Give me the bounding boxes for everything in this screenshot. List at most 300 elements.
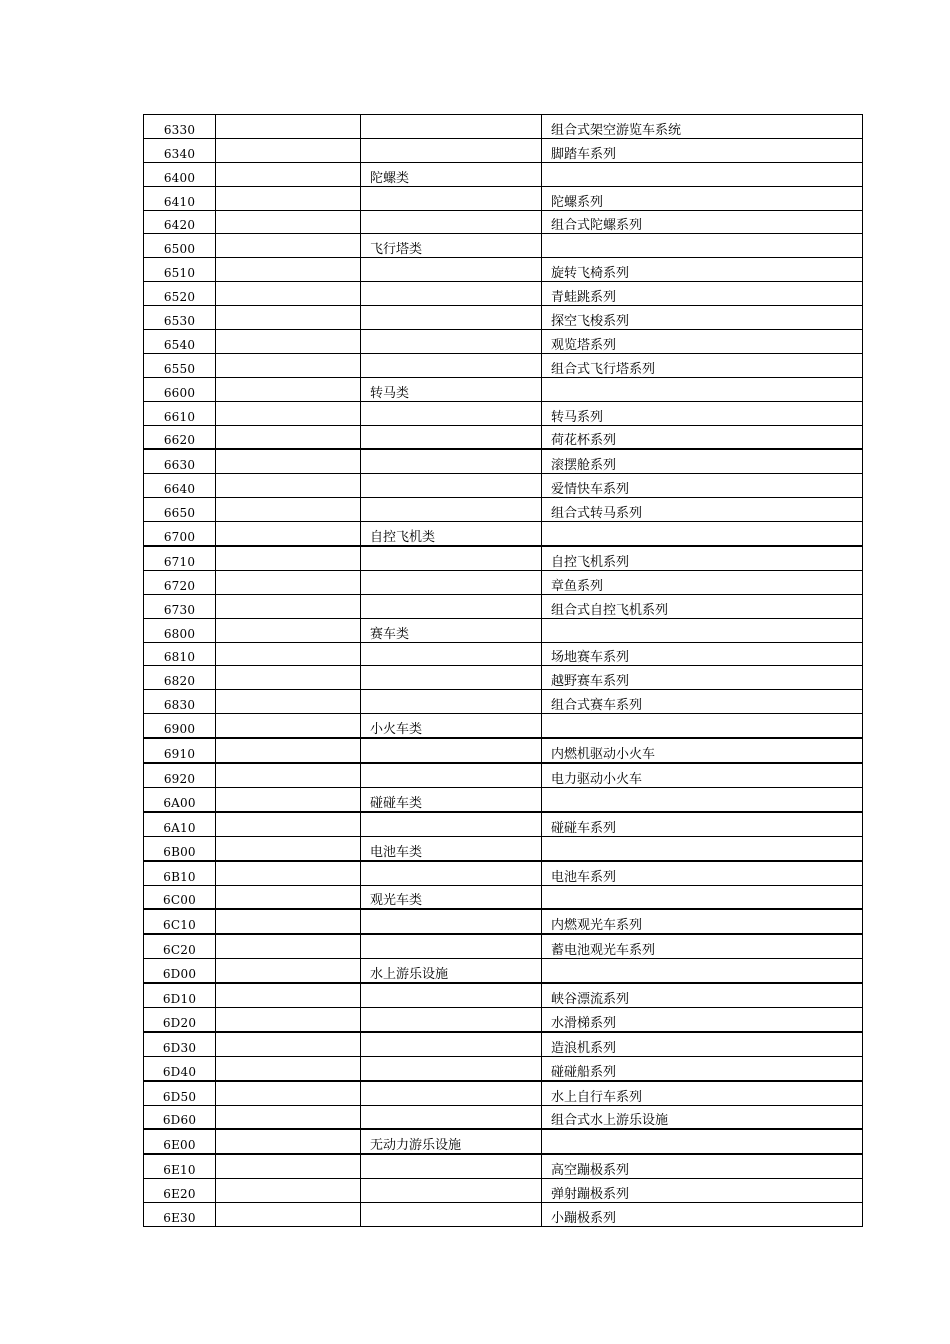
table-row <box>144 330 863 354</box>
subcategory-cell <box>542 1056 863 1080</box>
blank-cell <box>216 449 361 473</box>
subcategory-cell <box>542 738 863 763</box>
code-cell <box>144 1129 216 1154</box>
table-row <box>144 498 863 522</box>
code-text: 6640 <box>163 482 196 497</box>
category-cell <box>361 570 542 594</box>
code-cell <box>144 570 216 594</box>
code-cell <box>144 738 216 763</box>
table-row <box>144 763 863 787</box>
blank-cell <box>216 812 361 836</box>
blank-cell <box>216 787 361 811</box>
table-row <box>144 401 863 425</box>
code-cell <box>144 1154 216 1178</box>
category-text: 飞行塔类 <box>370 242 423 258</box>
code-cell <box>144 258 216 282</box>
classification-table <box>143 114 863 1227</box>
table-row <box>144 425 863 449</box>
blank-cell <box>216 1179 361 1203</box>
blank-cell <box>216 885 361 909</box>
category-cell <box>361 306 542 330</box>
code-text: 6D60 <box>162 1113 197 1128</box>
code-text: 6610 <box>163 409 196 424</box>
code-text: 6700 <box>163 530 196 545</box>
blank-cell <box>216 1154 361 1178</box>
table-row <box>144 1081 863 1105</box>
code-text: 6530 <box>163 314 196 329</box>
subcategory-cell <box>542 934 863 958</box>
table-row <box>144 186 863 210</box>
code-text: 6600 <box>163 385 196 400</box>
subcategory-text: 爱情快车系列 <box>551 482 630 498</box>
code-cell <box>144 909 216 934</box>
table-row <box>144 210 863 234</box>
code-text: 6410 <box>163 194 196 209</box>
category-cell <box>361 1081 542 1105</box>
subcategory-cell <box>542 618 863 642</box>
code-text: 6D40 <box>162 1064 197 1079</box>
category-cell <box>361 1007 542 1031</box>
code-cell <box>144 885 216 909</box>
subcategory-text: 高空蹦极系列 <box>551 1163 630 1179</box>
subcategory-cell <box>542 234 863 258</box>
table-row <box>144 983 863 1007</box>
table-row <box>144 377 863 401</box>
blank-cell <box>216 666 361 690</box>
subcategory-cell <box>542 210 863 234</box>
blank-cell <box>216 836 361 860</box>
code-text: 6510 <box>163 266 196 281</box>
category-cell <box>361 115 542 139</box>
blank-cell <box>216 1032 361 1056</box>
category-cell <box>361 1105 542 1129</box>
subcategory-cell <box>542 546 863 570</box>
code-cell <box>144 377 216 401</box>
code-text: 6E10 <box>163 1163 196 1178</box>
category-cell <box>361 234 542 258</box>
category-cell <box>361 138 542 162</box>
blank-cell <box>216 1007 361 1031</box>
subcategory-text: 组合式飞行塔系列 <box>551 361 656 377</box>
table-row <box>144 449 863 473</box>
blank-cell <box>216 282 361 306</box>
subcategory-cell <box>542 330 863 354</box>
category-cell <box>361 401 542 425</box>
blank-cell <box>216 234 361 258</box>
subcategory-text: 脚踏车系列 <box>551 146 617 162</box>
category-cell <box>361 666 542 690</box>
code-cell <box>144 353 216 377</box>
category-cell <box>361 738 542 763</box>
table-row <box>144 812 863 836</box>
table-row <box>144 1105 863 1129</box>
table-row <box>144 282 863 306</box>
table-row <box>144 306 863 330</box>
subcategory-text: 蓄电池观光车系列 <box>551 943 656 959</box>
subcategory-cell <box>542 162 863 186</box>
code-text: 6910 <box>163 747 196 762</box>
code-cell <box>144 594 216 618</box>
code-cell <box>144 812 216 836</box>
subcategory-cell <box>542 861 863 885</box>
code-text: 6420 <box>163 218 196 233</box>
code-cell <box>144 474 216 498</box>
subcategory-text: 观览塔系列 <box>551 337 617 353</box>
category-cell <box>361 885 542 909</box>
blank-cell <box>216 258 361 282</box>
subcategory-text: 造浪机系列 <box>551 1040 617 1056</box>
table-row <box>144 1032 863 1056</box>
blank-cell <box>216 377 361 401</box>
subcategory-cell <box>542 1081 863 1105</box>
subcategory-cell <box>542 258 863 282</box>
category-cell <box>361 498 542 522</box>
code-cell <box>144 983 216 1007</box>
code-cell <box>144 714 216 738</box>
category-cell <box>361 836 542 860</box>
table-row <box>144 934 863 958</box>
table-row <box>144 642 863 666</box>
subcategory-text: 碰碰船系列 <box>551 1064 617 1080</box>
subcategory-cell <box>542 138 863 162</box>
code-cell <box>144 959 216 983</box>
subcategory-cell <box>542 377 863 401</box>
subcategory-text: 内燃机驱动小火车 <box>551 747 656 763</box>
subcategory-text: 组合式架空游览车系统 <box>551 122 682 138</box>
code-cell <box>144 690 216 714</box>
subcategory-cell <box>542 763 863 787</box>
subcategory-cell <box>542 690 863 714</box>
subcategory-text: 组合式陀螺系列 <box>551 218 643 234</box>
category-text: 电池车类 <box>370 844 423 860</box>
category-text: 转马类 <box>370 385 410 401</box>
subcategory-text: 陀螺系列 <box>551 194 604 210</box>
blank-cell <box>216 353 361 377</box>
code-cell <box>144 546 216 570</box>
subcategory-cell <box>542 282 863 306</box>
blank-cell <box>216 522 361 546</box>
subcategory-text: 碰碰车系列 <box>551 820 617 836</box>
category-cell <box>361 763 542 787</box>
code-cell <box>144 1056 216 1080</box>
blank-cell <box>216 714 361 738</box>
subcategory-cell <box>542 1154 863 1178</box>
table-row <box>144 690 863 714</box>
blank-cell <box>216 738 361 763</box>
subcategory-cell <box>542 306 863 330</box>
code-cell <box>144 498 216 522</box>
subcategory-text: 弹射蹦极系列 <box>551 1187 630 1203</box>
category-cell <box>361 522 542 546</box>
subcategory-text: 章鱼系列 <box>551 578 604 594</box>
subcategory-cell <box>542 836 863 860</box>
table-row <box>144 162 863 186</box>
category-cell <box>361 934 542 958</box>
subcategory-text: 旋转飞椅系列 <box>551 266 630 282</box>
subcategory-text: 电力驱动小火车 <box>551 771 643 787</box>
table-row <box>144 1129 863 1154</box>
code-cell <box>144 787 216 811</box>
category-cell <box>361 377 542 401</box>
blank-cell <box>216 763 361 787</box>
table-body <box>144 115 863 1227</box>
code-text: 6E20 <box>163 1187 196 1202</box>
table-row <box>144 1007 863 1031</box>
category-cell <box>361 1154 542 1178</box>
subcategory-text: 组合式水上游乐设施 <box>551 1113 669 1129</box>
code-cell <box>144 162 216 186</box>
code-text: 6400 <box>163 170 196 185</box>
table-row <box>144 861 863 885</box>
blank-cell <box>216 934 361 958</box>
category-cell <box>361 330 542 354</box>
code-cell <box>144 186 216 210</box>
code-cell <box>144 522 216 546</box>
category-cell <box>361 594 542 618</box>
table-row <box>144 618 863 642</box>
subcategory-text: 场地赛车系列 <box>551 650 630 666</box>
table-row <box>144 594 863 618</box>
code-text: 6650 <box>163 506 196 521</box>
table-row <box>144 909 863 934</box>
blank-cell <box>216 1203 361 1227</box>
table-row <box>144 959 863 983</box>
code-text: 6A10 <box>163 820 196 835</box>
subcategory-cell <box>542 959 863 983</box>
code-text: 6340 <box>163 146 196 161</box>
code-text: 6C00 <box>163 893 196 908</box>
category-cell <box>361 162 542 186</box>
category-cell <box>361 1129 542 1154</box>
subcategory-text: 水滑梯系列 <box>551 1015 617 1031</box>
category-cell <box>361 787 542 811</box>
code-cell <box>144 934 216 958</box>
table-row <box>144 115 863 139</box>
code-cell <box>144 1105 216 1129</box>
code-text: 6D00 <box>162 967 197 982</box>
code-cell <box>144 449 216 473</box>
blank-cell <box>216 330 361 354</box>
category-text: 赛车类 <box>370 626 410 642</box>
category-cell <box>361 812 542 836</box>
table-row <box>144 1203 863 1227</box>
code-cell <box>144 618 216 642</box>
subcategory-cell <box>542 522 863 546</box>
blank-cell <box>216 186 361 210</box>
category-cell <box>361 425 542 449</box>
category-cell <box>361 210 542 234</box>
category-text: 水上游乐设施 <box>370 967 449 983</box>
code-text: 6540 <box>163 337 196 352</box>
subcategory-text: 自控飞机系列 <box>551 554 630 570</box>
table-row <box>144 353 863 377</box>
blank-cell <box>216 1129 361 1154</box>
code-text: 6330 <box>163 122 196 137</box>
code-text: 6520 <box>163 290 196 305</box>
table-row <box>144 787 863 811</box>
subcategory-cell <box>542 570 863 594</box>
category-text: 无动力游乐设施 <box>370 1138 462 1154</box>
table-row <box>144 258 863 282</box>
subcategory-cell <box>542 353 863 377</box>
code-cell <box>144 1179 216 1203</box>
subcategory-text: 内燃观光车系列 <box>551 918 643 934</box>
category-cell <box>361 474 542 498</box>
category-cell <box>361 449 542 473</box>
blank-cell <box>216 1081 361 1105</box>
code-text: 6720 <box>163 578 196 593</box>
blank-cell <box>216 115 361 139</box>
code-text: 6D20 <box>162 1015 197 1030</box>
subcategory-cell <box>542 594 863 618</box>
code-cell <box>144 330 216 354</box>
table-row <box>144 1179 863 1203</box>
subcategory-cell <box>542 787 863 811</box>
category-cell <box>361 1032 542 1056</box>
code-cell <box>144 763 216 787</box>
subcategory-cell <box>542 1105 863 1129</box>
subcategory-text: 小蹦极系列 <box>551 1210 617 1226</box>
blank-cell <box>216 1056 361 1080</box>
code-text: 6D50 <box>162 1089 197 1104</box>
code-cell <box>144 115 216 139</box>
code-text: 6C20 <box>163 943 196 958</box>
subcategory-cell <box>542 1179 863 1203</box>
category-cell <box>361 983 542 1007</box>
category-cell <box>361 1203 542 1227</box>
subcategory-text: 峡谷漂流系列 <box>551 991 630 1007</box>
code-text: 6B00 <box>163 844 196 859</box>
table-row <box>144 1056 863 1080</box>
category-cell <box>361 1179 542 1203</box>
blank-cell <box>216 210 361 234</box>
code-text: 6820 <box>163 674 196 689</box>
subcategory-cell <box>542 474 863 498</box>
table-row <box>144 885 863 909</box>
subcategory-text: 电池车系列 <box>551 869 617 885</box>
subcategory-text: 荷花杯系列 <box>551 433 617 449</box>
code-cell <box>144 1081 216 1105</box>
subcategory-cell <box>542 498 863 522</box>
subcategory-cell <box>542 1203 863 1227</box>
blank-cell <box>216 138 361 162</box>
subcategory-text: 组合式赛车系列 <box>551 698 643 714</box>
code-text: 6920 <box>163 771 196 786</box>
blank-cell <box>216 570 361 594</box>
code-text: 6E00 <box>163 1138 196 1153</box>
category-cell <box>361 186 542 210</box>
subcategory-text: 探空飞梭系列 <box>551 314 630 330</box>
blank-cell <box>216 162 361 186</box>
blank-cell <box>216 546 361 570</box>
code-text: 6730 <box>163 602 196 617</box>
code-text: 6800 <box>163 626 196 641</box>
blank-cell <box>216 983 361 1007</box>
code-cell <box>144 836 216 860</box>
code-text: 6D10 <box>162 991 197 1006</box>
category-cell <box>361 909 542 934</box>
category-cell <box>361 714 542 738</box>
subcategory-cell <box>542 812 863 836</box>
subcategory-cell <box>542 909 863 934</box>
code-text: 6B10 <box>163 869 196 884</box>
subcategory-cell <box>542 714 863 738</box>
subcategory-text: 滚摆舱系列 <box>551 458 617 474</box>
category-cell <box>361 1056 542 1080</box>
code-text: 6630 <box>163 458 196 473</box>
subcategory-cell <box>542 1032 863 1056</box>
blank-cell <box>216 306 361 330</box>
code-cell <box>144 666 216 690</box>
subcategory-cell <box>542 449 863 473</box>
table-row <box>144 522 863 546</box>
code-text: 6900 <box>163 722 196 737</box>
blank-cell <box>216 594 361 618</box>
subcategory-text: 转马系列 <box>551 409 604 425</box>
code-text: 6E30 <box>163 1210 196 1225</box>
blank-cell <box>216 642 361 666</box>
subcategory-cell <box>542 983 863 1007</box>
subcategory-cell <box>542 666 863 690</box>
category-text: 小火车类 <box>370 722 423 738</box>
table-row <box>144 138 863 162</box>
category-cell <box>361 258 542 282</box>
subcategory-cell <box>542 425 863 449</box>
blank-cell <box>216 959 361 983</box>
subcategory-cell <box>542 1129 863 1154</box>
subcategory-cell <box>542 115 863 139</box>
code-cell <box>144 138 216 162</box>
table-row <box>144 570 863 594</box>
code-cell <box>144 401 216 425</box>
table-row <box>144 738 863 763</box>
table-row <box>144 234 863 258</box>
category-text: 陀螺类 <box>370 170 410 186</box>
table-row <box>144 546 863 570</box>
table-row <box>144 1154 863 1178</box>
code-text: 6500 <box>163 242 196 257</box>
subcategory-cell <box>542 401 863 425</box>
code-cell <box>144 210 216 234</box>
subcategory-cell <box>542 1007 863 1031</box>
code-text: 6620 <box>163 433 196 448</box>
category-cell <box>361 861 542 885</box>
subcategory-cell <box>542 885 863 909</box>
blank-cell <box>216 498 361 522</box>
code-text: 6710 <box>163 554 196 569</box>
category-cell <box>361 546 542 570</box>
code-cell <box>144 642 216 666</box>
category-cell <box>361 959 542 983</box>
table-row <box>144 666 863 690</box>
code-cell <box>144 234 216 258</box>
code-cell <box>144 282 216 306</box>
code-cell <box>144 1032 216 1056</box>
code-text: 6550 <box>163 361 196 376</box>
subcategory-text: 组合式自控飞机系列 <box>551 602 669 618</box>
blank-cell <box>216 425 361 449</box>
blank-cell <box>216 474 361 498</box>
category-cell <box>361 618 542 642</box>
category-text: 碰碰车类 <box>370 795 423 811</box>
blank-cell <box>216 1105 361 1129</box>
code-text: 6C10 <box>163 918 196 933</box>
code-cell <box>144 425 216 449</box>
subcategory-cell <box>542 642 863 666</box>
blank-cell <box>216 401 361 425</box>
blank-cell <box>216 909 361 934</box>
table-row <box>144 836 863 860</box>
